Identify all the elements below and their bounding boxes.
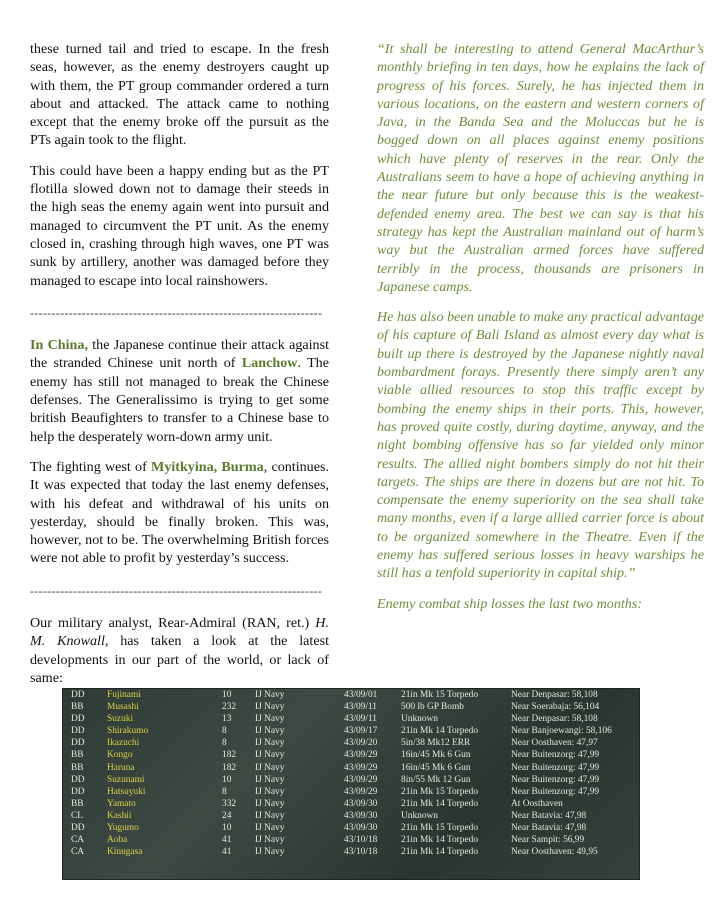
navy-cell: IJ Navy — [255, 702, 285, 713]
location-cell: Near Oosthaven: 47,97 — [511, 738, 598, 749]
date-cell: 43/09/30 — [344, 798, 378, 809]
weapon-cell: 21in Mk 15 Torpedo — [401, 786, 479, 797]
date-cell: 43/09/30 — [344, 823, 378, 834]
ship-type-cell: BB — [71, 750, 84, 761]
ship-type-cell: CA — [71, 835, 85, 846]
ship-value-cell: 332 — [222, 798, 237, 809]
navy-cell: IJ Navy — [255, 690, 285, 700]
date-cell: 43/09/20 — [344, 738, 378, 749]
date-cell: 43/09/29 — [344, 774, 378, 785]
table-row — [63, 762, 639, 774]
date-cell: 43/10/18 — [344, 835, 378, 846]
navy-cell: IJ Navy — [255, 810, 285, 821]
ship-type-cell: CA — [71, 847, 85, 858]
headline-china: In China, — [30, 337, 88, 354]
ship-losses-body — [63, 689, 639, 858]
paragraph-analyst — [30, 614, 329, 687]
ship-name-cell: Suzuki — [107, 714, 134, 725]
weapon-cell: 21in Mk 14 Torpedo — [401, 798, 479, 809]
table-row — [63, 810, 639, 822]
ship-name-cell: Aoba — [107, 835, 128, 846]
ship-name-cell: Hatsuyuki — [107, 786, 146, 797]
table-row — [63, 774, 639, 786]
weapon-cell: 21in Mk 14 Torpedo — [401, 726, 479, 737]
table-row — [63, 786, 639, 798]
table-row — [63, 689, 639, 701]
table-row — [63, 846, 639, 858]
weapon-cell: 21in Mk 15 Torpedo — [401, 823, 479, 834]
navy-cell: IJ Navy — [255, 714, 285, 725]
location-cell: Near Oosthaven: 49,95 — [511, 847, 598, 858]
ship-value-cell: 10 — [222, 774, 232, 785]
ship-type-cell: DD — [71, 738, 85, 749]
location-cell: Near Soerabaja: 56,104 — [511, 702, 600, 713]
location-cell: Near Buitenzorg: 47,99 — [511, 786, 600, 797]
table-row — [63, 749, 639, 761]
ship-type-cell: DD — [71, 714, 85, 725]
ship-name-cell: Fujinami — [107, 690, 141, 700]
location-cell: Near Denpasar: 58,108 — [511, 690, 598, 700]
table-row — [63, 834, 639, 846]
weapon-cell: Unknown — [401, 714, 438, 725]
ship-name-cell: Kinugasa — [107, 847, 143, 858]
location-cell: Near Denpasar: 58,108 — [511, 714, 598, 725]
ship-losses-table-screenshot — [62, 688, 640, 880]
ship-type-cell: BB — [71, 798, 84, 809]
location-cell: Near Banjoewangi: 58,106 — [511, 726, 612, 737]
place-myitkyina: Myitkyina, Burma — [151, 458, 264, 475]
ship-type-cell: DD — [71, 786, 85, 797]
table-row — [63, 713, 639, 725]
ship-value-cell: 182 — [222, 762, 237, 773]
ship-type-cell: DD — [71, 690, 85, 700]
navy-cell: IJ Navy — [255, 774, 285, 785]
ship-type-cell: BB — [71, 702, 84, 713]
weapon-cell: 21in Mk 15 Torpedo — [401, 690, 479, 700]
paragraph-burma — [30, 458, 329, 568]
table-row — [63, 737, 639, 749]
ship-losses-table — [63, 689, 639, 858]
date-cell: 43/09/29 — [344, 786, 378, 797]
ship-value-cell: 41 — [222, 847, 232, 858]
location-cell: At Oosthaven — [511, 798, 563, 809]
paragraph-pt-pursuit: these turned tail and tried to escape. In the fresh seas, however, as the enemy destroyers caught up with them, the PT group commander ordered a turn about and attacked. The attack came to nothing except that the enemy broke off the pursuit as the PTs again took to the flight. — [30, 41, 329, 149]
ship-value-cell: 41 — [222, 835, 232, 846]
text-burma-2: , continues. It was expected that today the last enemy defenses, with his defeat and withdrawal of his units on yesterday, should be finally broken. This was, however, not to be. The overwhelming British forces were not able to profit by yesterday’s success. — [30, 458, 329, 567]
text-analyst-2: , has taken a look at the latest developments in our part of the world, or lack of same: — [30, 633, 329, 686]
ship-value-cell: 10 — [222, 823, 232, 834]
navy-cell: IJ Navy — [255, 835, 285, 846]
ship-name-cell: Yamato — [107, 798, 136, 809]
quote-paragraph-1: “It shall be interesting to attend General MacArthur’s monthly briefing in ten days, how he explains the lack of progress of his forces. Surely, he has injected them in various locations, on the eastern and western corners of Java, in the Banda Sea and the Moluccas but he is bogged down on all places against enemy positions which have plenty of reserves in the rear. Only the Australians seem to have a hope of achieving anything in the near future but only because this is the weakest-defended enemy area. The best we can say is that his strategy has kept the Australian mainland out of harm’s way but the Australian armed forces have suffered terribly in the process, thousands are prisoners in Japanese camps. — [377, 41, 704, 295]
weapon-cell: Unknown — [401, 810, 438, 821]
ship-name-cell: Musashi — [107, 702, 139, 713]
ship-value-cell: 8 — [222, 726, 227, 737]
ship-value-cell: 8 — [222, 786, 227, 797]
ship-name-cell: Shirakumo — [107, 726, 149, 737]
location-cell: Near Batavia: 47,98 — [511, 823, 587, 834]
navy-cell: IJ Navy — [255, 750, 285, 761]
ship-value-cell: 232 — [222, 702, 237, 713]
ship-name-cell: Ikazuchi — [107, 738, 140, 749]
losses-caption: Enemy combat ship losses the last two months: — [377, 595, 643, 612]
date-cell: 43/09/29 — [344, 750, 378, 761]
ship-name-cell: Suzunami — [107, 774, 145, 785]
text-china-1: the Japanese continue their attack against the stranded Chinese unit north of — [30, 337, 329, 372]
location-cell: Near Buitenzorg: 47,99 — [511, 750, 600, 761]
navy-cell: IJ Navy — [255, 762, 285, 773]
navy-cell: IJ Navy — [255, 847, 285, 858]
ship-name-cell: Haruna — [107, 762, 135, 773]
location-cell: Near Buitenzorg: 47,99 — [511, 762, 600, 773]
text-burma-1: The fighting west of — [30, 458, 152, 475]
ship-value-cell: 24 — [222, 810, 232, 821]
analyst-name: H. M. Knowall — [30, 615, 329, 650]
ship-type-cell: BB — [71, 762, 84, 773]
table-row — [63, 822, 639, 834]
date-cell: 43/09/29 — [344, 762, 378, 773]
text-china-2: . The enemy has still not managed to break the Chinese defenses. The Generalissimo is trying to get some british Beaufighters to transfer to a Chinese base to help the desperately worn-down army unit. — [30, 355, 329, 445]
date-cell: 43/09/11 — [344, 714, 377, 725]
date-cell: 43/09/11 — [344, 702, 377, 713]
table-row — [63, 725, 639, 737]
quote-paragraph-2: He has also been unable to make any practical advantage of his capture of Bali Island as almost every day what is built up there is destroyed by the Japanese nightly naval bombardment forays. Presently there simply aren’t any viable allied resources to stop this traffic except by bombing the enemy ships in their ports. This, however, has proved quite costly, during daytime, anyway, and the night bombing offensive has so far yielded only minor results. The allied night bombers simply do not hit their targets. The ships are there in dozens but are not hit. To compensate the enemy superiority on the sea shall take many months, even if a large allied carrier force is about to be organized somewhere in the Theatre. Even if the enemy has suffered serious losses in heavy warships he still has a tenfold superiority in capital ship.” — [377, 309, 704, 582]
location-cell: Near Buitenzorg: 47,99 — [511, 774, 600, 785]
navy-cell: IJ Navy — [255, 798, 285, 809]
weapon-cell: 16in/45 Mk 6 Gun — [401, 762, 471, 773]
date-cell: 43/10/18 — [344, 847, 378, 858]
place-lanchow: Lanchow — [241, 355, 298, 372]
navy-cell: IJ Navy — [255, 786, 285, 797]
text-analyst-1: Our military analyst, Rear-Admiral (RAN, ret.) — [30, 615, 316, 632]
separator: -------------------------------------------------------------------- — [30, 305, 323, 320]
weapon-cell: 21in Mk 14 Torpedo — [401, 847, 479, 858]
paragraph-china — [30, 336, 329, 446]
left-column — [30, 40, 329, 699]
ship-name-cell: Kashii — [107, 810, 132, 821]
table-row — [63, 701, 639, 713]
navy-cell: IJ Navy — [255, 823, 285, 834]
date-cell: 43/09/30 — [344, 810, 378, 821]
ship-type-cell: DD — [71, 726, 85, 737]
ship-type-cell: DD — [71, 774, 85, 785]
date-cell: 43/09/17 — [344, 726, 378, 737]
weapon-cell: 8in/55 Mk 12 Gun — [401, 774, 471, 785]
ship-value-cell: 13 — [222, 714, 232, 725]
ship-value-cell: 10 — [222, 690, 232, 700]
ship-value-cell: 8 — [222, 738, 227, 749]
table-row — [63, 798, 639, 810]
ship-type-cell: DD — [71, 823, 85, 834]
location-cell: Near Batavia: 47,98 — [511, 810, 587, 821]
weapon-cell: 5in/38 Mk12 ERR — [401, 738, 471, 749]
ship-name-cell: Yugumo — [107, 823, 139, 834]
navy-cell: IJ Navy — [255, 726, 285, 737]
separator-2: -------------------------------------------------------------------- — [30, 583, 323, 598]
weapon-cell: 500 lb GP Bomb — [401, 702, 464, 713]
location-cell: Near Sampit: 56,99 — [511, 835, 585, 846]
navy-cell: IJ Navy — [255, 738, 285, 749]
ship-type-cell: CL — [71, 810, 83, 821]
right-column-quote — [377, 40, 704, 625]
ship-name-cell: Kongo — [107, 750, 133, 761]
weapon-cell: 16in/45 Mk 6 Gun — [401, 750, 471, 761]
weapon-cell: 21in Mk 14 Torpedo — [401, 835, 479, 846]
date-cell: 43/09/01 — [344, 690, 378, 700]
ship-value-cell: 182 — [222, 750, 237, 761]
paragraph-pt-sunk: This could have been a happy ending but as the PT flotilla slowed down not to damage their steeds in the high seas the enemy again went into pursuit and managed to circumvent the PT unit. As the enemy closed in, crashing through high waves, one PT was sunk by artillery, another was damaged before they managed to escape into local rainshowers. — [30, 162, 329, 289]
